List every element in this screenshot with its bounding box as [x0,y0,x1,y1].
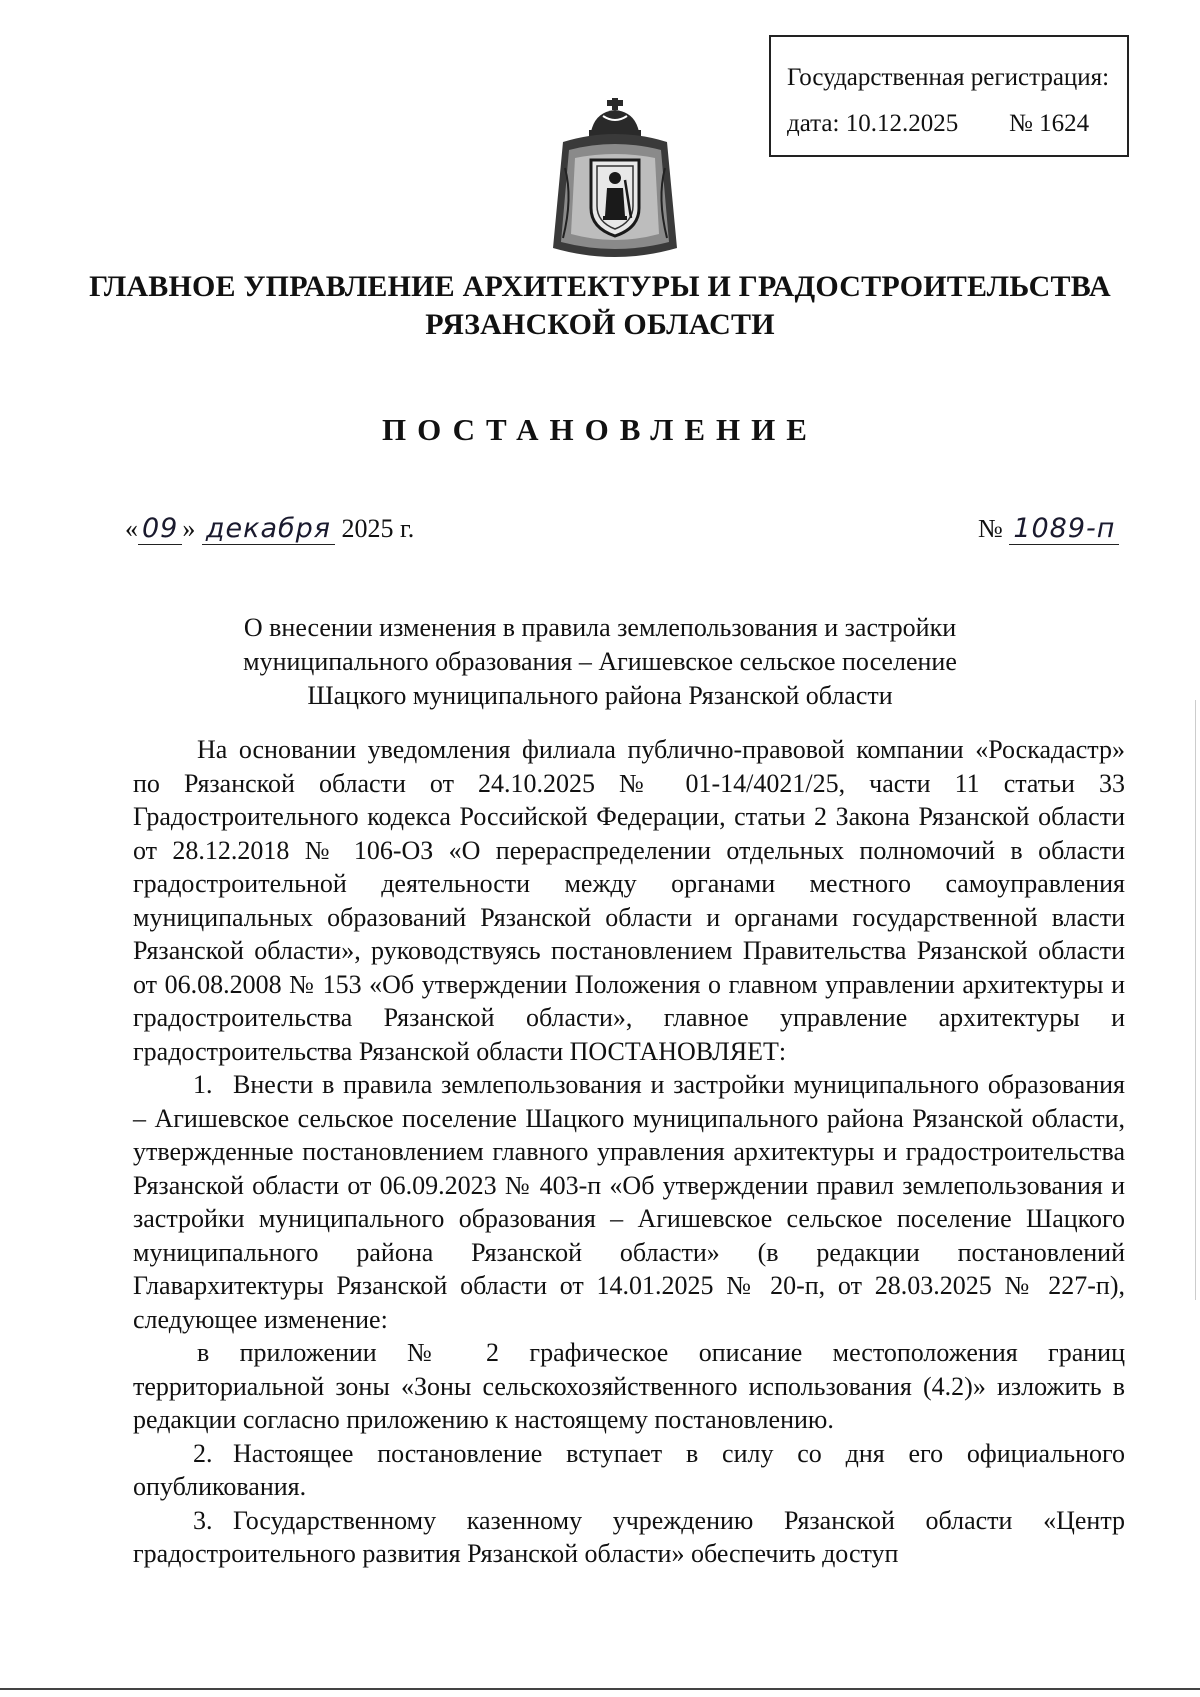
date-month-handwritten: декабря [202,513,335,545]
subject-line-3: Шацкого муниципального района Рязанской области [307,680,893,710]
registration-stamp [769,35,1129,157]
item-3-number: 3. [193,1505,213,1535]
page-bottom-rule [0,1688,1200,1690]
organization-line-2: РЯЗАНСКОЙ ОБЛАСТИ [425,307,775,341]
registration-number: № 1624 [1009,110,1090,137]
organization-name [0,268,1200,343]
date-quote-close: » [182,514,196,543]
document-date [125,513,414,544]
item-2-number: 2. [193,1438,213,1468]
item-2 [133,1437,1125,1504]
preamble-paragraph: На основании уведомления филиала публично-правовой компании «Роскадастр» по Рязанской области от 24.10.2025 № 01-14/4021/25, части 11 статьи 33 Градостроительного кодекса Российской Федерации, статьи 2 Закона Рязанской области от 28.12.2018 № 106-ОЗ «О перераспределении отдельных полномочий в области градостроительной деятельности между органами местного самоуправления муниципальных образований Рязанской области и органами государственной власти Рязанской области», руководствуясь постановлением Правительства Рязанской области от 06.08.2008 № 153 «Об утверждении Положения о главном управлении архитектуры и градостроительства Рязанской области», главное управление архитектуры и градостроительства Рязанской области ПОСТАНОВЛЯЕТ: [133,735,1125,1066]
item-2-text: Настоящее постановление вступает в силу со дня его официального опубликования. [133,1438,1125,1501]
date-day-handwritten: 09 [138,513,182,545]
registration-date: дата: 10.12.2025 [787,110,959,137]
item-1-number: 1. [193,1070,213,1099]
item-1 [133,1068,1125,1336]
document-type: ПОСТАНОВЛЕНИЕ [382,412,818,447]
document-body [133,733,1125,1571]
subject-line-1: О внесении изменения в правила землепользования и застройки [243,613,957,642]
date-quote-open: « [125,514,138,543]
subject-line-2: муниципального образования – Агишевское сельское поселение [243,646,957,676]
coat-of-arms-icon [545,98,685,268]
date-year: 2025 г. [341,514,415,543]
item-3 [133,1504,1125,1571]
number-handwritten: 1089-п [1009,513,1119,545]
organization-line-1: ГЛАВНОЕ УПРАВЛЕНИЕ АРХИТЕКТУРЫ И ГРАДОСТРОИТЕЛЬСТВА [89,270,1111,303]
scan-edge-line [1195,700,1196,1300]
number-prefix: № [978,514,1003,543]
document-subject [0,611,1200,712]
item-1-sub [133,1336,1125,1437]
item-1-sub-text: в приложении № 2 графическое описание местоположения границ территориальной зоны «Зоны сельскохозяйственного использования (4.2)» изложить в редакции согласно приложению к настоящему постановлению. [133,1338,1125,1434]
registration-title: Государственная регистрация: [787,64,1110,91]
item-1-text: Внести в правила землепользования и застройки муниципального образования – Агишевское сельское поселение Шацкого муниципального района Рязанской области, утвержденные постановлением главного управления архитектуры и градостроительства Рязанской области от 06.09.2023 № 403-п «Об утверждении правил землепользования и застройки муниципального образования – Агишевское сельское поселение Шацкого муниципального района Рязанской области» (в редакции постановлений Главархитектуры Рязанской области от 14.01.2025 № 20-п, от 28.03.2025 № 227-п), следующее изменение: [133,1070,1125,1334]
item-3-text: Государственному казенному учреждению Рязанской области «Центр градостроительного развития Рязанской области» обеспечить доступ [133,1505,1125,1568]
document-number [978,513,1119,544]
